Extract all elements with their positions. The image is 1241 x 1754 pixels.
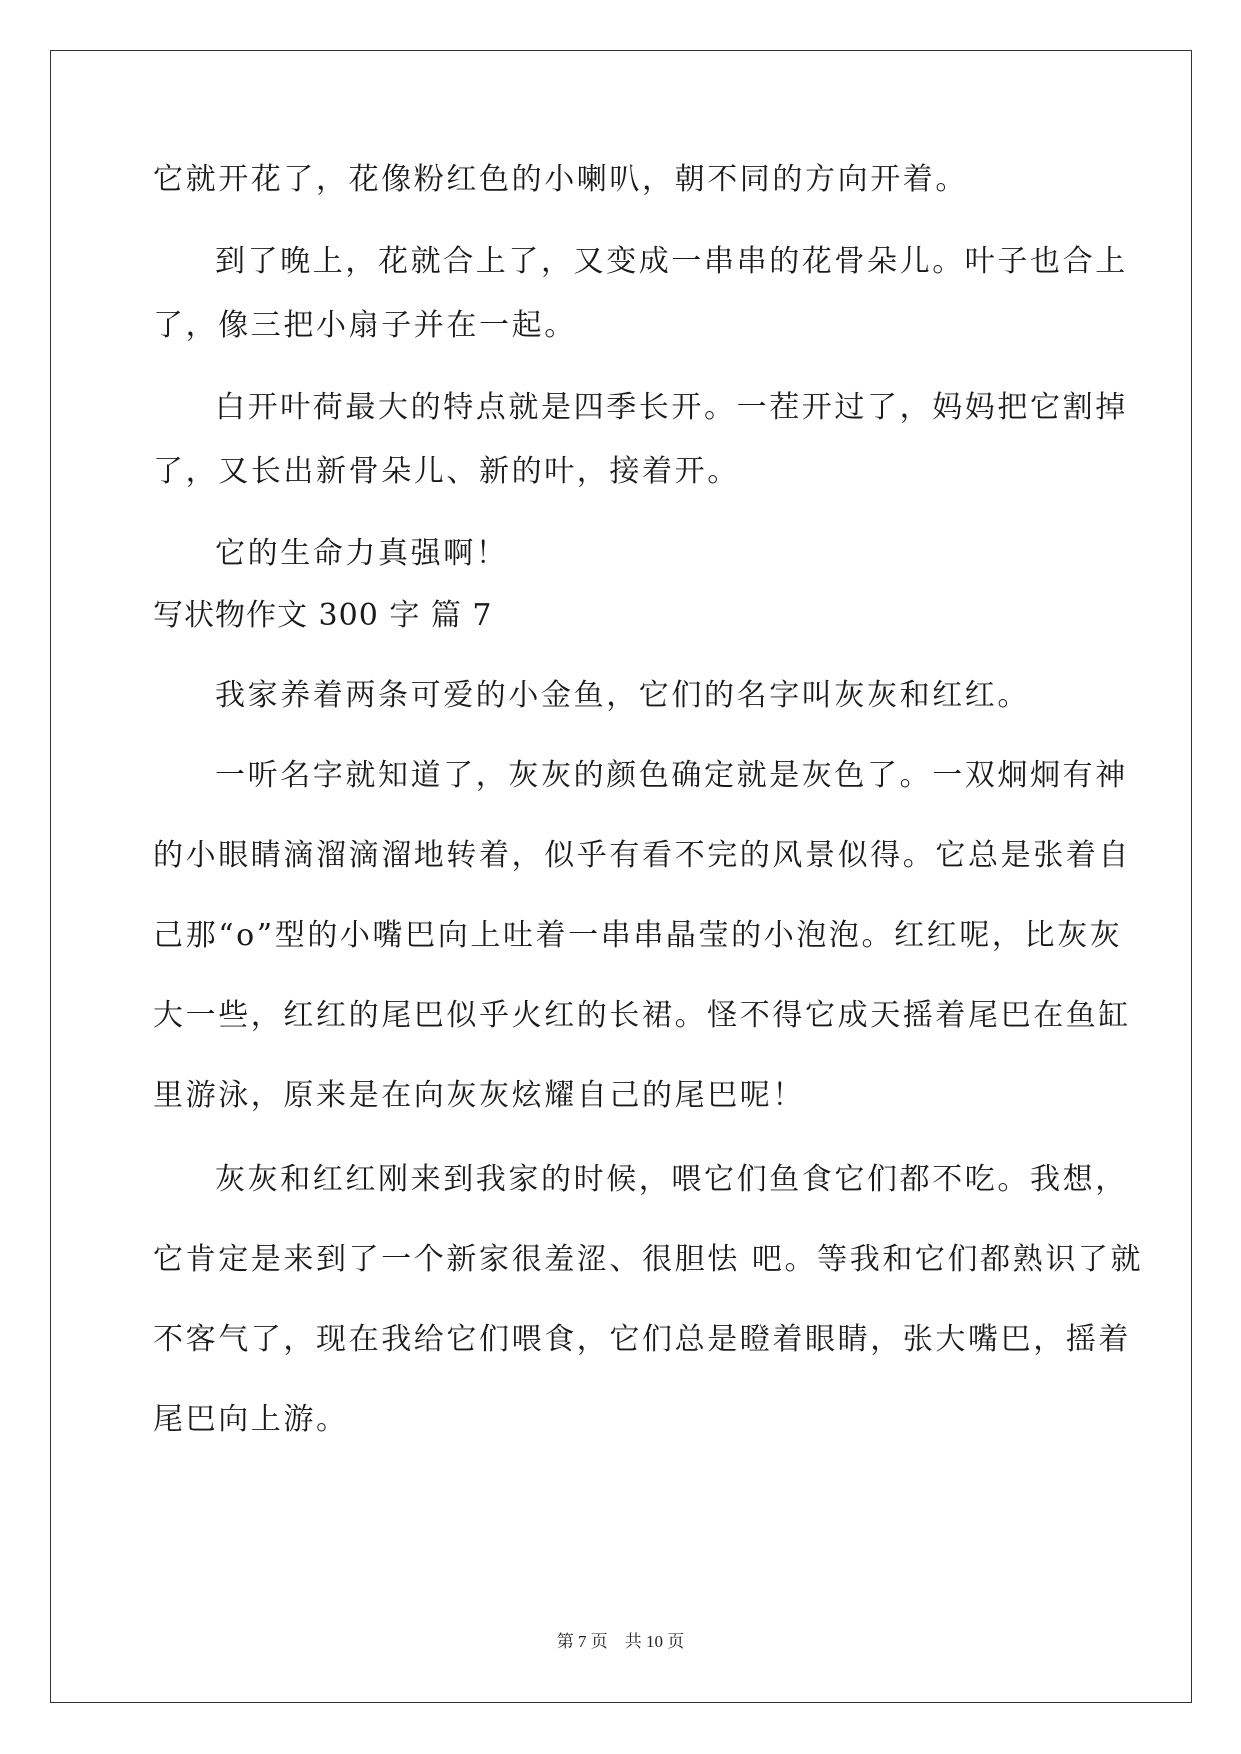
section-heading: 写状物作文 300 字 篇 7	[153, 598, 493, 633]
page-border	[50, 50, 1192, 1703]
paragraph-line: 它的生命力真强啊！	[215, 536, 509, 571]
text-line: 了，像三把小扇子并在一起。	[153, 308, 577, 343]
text-line: 的小眼睛滴溜滴溜地转着，似乎有看不完的风景似得。它总是张着自	[153, 838, 1131, 873]
text-line: 了，又长出新骨朵儿、新的叶，接着开。	[153, 454, 740, 489]
text-line: 它就开花了，花像粉红色的小喇叭，朝不同的方向开着。	[153, 162, 968, 197]
text-line: 它肯定是来到了一个新家很羞涩、很胆怯 吧。等我和它们都熟识了就	[153, 1242, 1144, 1277]
paragraph-line: 灰灰和红红刚来到我家的时候，喂它们鱼食它们都不吃。我想，	[215, 1162, 1128, 1197]
text-line: 大一些，红红的尾巴似乎火红的长裙。怪不得它成天摇着尾巴在鱼缸	[153, 998, 1131, 1033]
paragraph-line: 白开叶荷最大的特点就是四季长开。一茬开过了，妈妈把它割掉	[215, 390, 1128, 425]
text-line: 不客气了，现在我给它们喂食，它们总是瞪着眼睛，张大嘴巴，摇着	[153, 1322, 1131, 1357]
paragraph-line: 我家养着两条可爱的小金鱼，它们的名字叫灰灰和红红。	[215, 678, 1030, 713]
paragraph-line: 到了晚上，花就合上了，又变成一串串的花骨朵儿。叶子也合上	[215, 244, 1128, 279]
page-number-footer: 第 7 页 共 10 页	[556, 1632, 685, 1651]
paragraph-line: 一听名字就知道了，灰灰的颜色确定就是灰色了。一双炯炯有神	[215, 758, 1128, 793]
text-line: 里游泳，原来是在向灰灰炫耀自己的尾巴呢！	[153, 1078, 805, 1113]
text-line: 己那“o”型的小嘴巴向上吐着一串串晶莹的小泡泡。红红呢，比灰灰	[153, 918, 1123, 953]
text-line: 尾巴向上游。	[153, 1402, 349, 1437]
